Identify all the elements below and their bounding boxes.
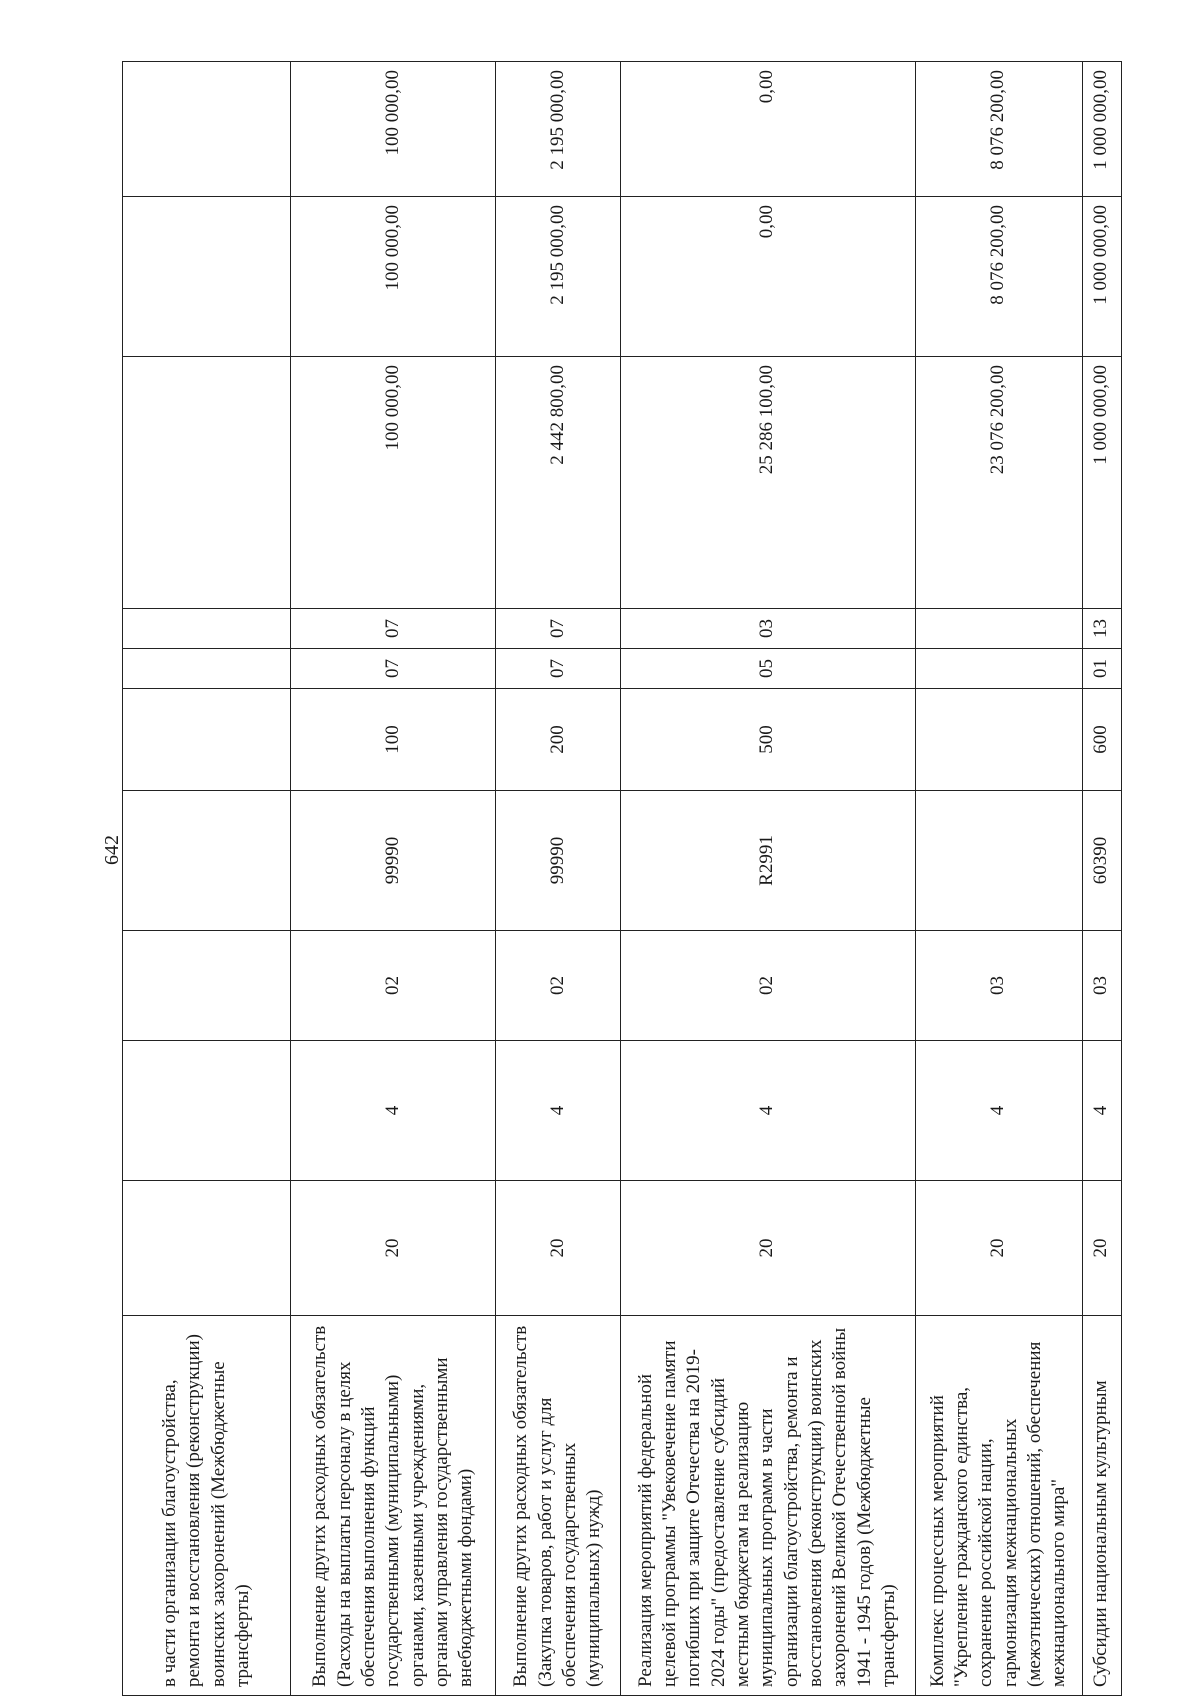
code-cell <box>915 609 1082 649</box>
table-row <box>291 62 496 1696</box>
code-cell: 4 <box>620 1041 915 1181</box>
code-cell: 07 <box>496 649 620 689</box>
code-cell: 500 <box>620 689 915 791</box>
code-cell: 99990 <box>291 791 496 931</box>
amount-cell: 23 076 200,00 <box>915 357 1082 609</box>
amount-cell: 25 286 100,00 <box>620 357 915 609</box>
code-cell: 20 <box>915 1181 1082 1316</box>
code-cell: R2991 <box>620 791 915 931</box>
table-row <box>123 62 291 1696</box>
code-cell: 02 <box>291 931 496 1041</box>
code-cell: 20 <box>291 1181 496 1316</box>
budget-table-wrapper <box>122 62 1122 1696</box>
amount-cell: 8 076 200,00 <box>915 62 1082 197</box>
code-cell <box>123 609 291 649</box>
budget-table <box>122 61 1122 1696</box>
code-cell: 07 <box>291 609 496 649</box>
amount-cell <box>123 197 291 357</box>
code-cell: 07 <box>291 649 496 689</box>
table-row <box>915 62 1082 1696</box>
code-cell: 03 <box>620 609 915 649</box>
code-cell: 05 <box>620 649 915 689</box>
code-cell: 03 <box>1082 931 1121 1041</box>
amount-cell <box>123 357 291 609</box>
table-row <box>620 62 915 1696</box>
row-description: Реализация мероприятий федеральной целевой программы "Увековечение памяти погибших при защите Отечества на 2019-2024 годы" (предоставление субсидий местным бюджетам на реализацию муниципальных программ в части организации благоустройства, ремонта и восстановления (реконструкции) воинских захоронений Великой Отечественной войны 1941 - 1945 годов) (Межбюджетные трансферты) <box>620 1316 915 1696</box>
amount-cell: 1 000 000,00 <box>1082 62 1121 197</box>
amount-cell: 2 195 000,00 <box>496 197 620 357</box>
code-cell <box>915 689 1082 791</box>
amount-cell: 8 076 200,00 <box>915 197 1082 357</box>
code-cell <box>123 649 291 689</box>
table-row <box>496 62 620 1696</box>
code-cell: 99990 <box>496 791 620 931</box>
code-cell: 600 <box>1082 689 1121 791</box>
code-cell <box>123 791 291 931</box>
code-cell: 200 <box>496 689 620 791</box>
code-cell: 03 <box>915 931 1082 1041</box>
page-number: 642 <box>101 835 123 865</box>
code-cell: 07 <box>496 609 620 649</box>
code-cell <box>123 1041 291 1181</box>
row-description: в части организации благоустройства, ремонта и восстановления (реконструкции) воинских захоронений (Межбюджетные трансферты) <box>123 1316 291 1696</box>
code-cell: 02 <box>496 931 620 1041</box>
amount-cell: 1 000 000,00 <box>1082 357 1121 609</box>
row-description: Выполнение других расходных обязательств (Расходы на выплаты персоналу в целях обеспечения выполнения функций государственными (муниципальными) органами, казенными учреждениями, органами управления государственными внебюджетными фондами) <box>291 1316 496 1696</box>
code-cell <box>915 649 1082 689</box>
code-cell: 01 <box>1082 649 1121 689</box>
amount-cell: 1 000 000,00 <box>1082 197 1121 357</box>
code-cell: 20 <box>496 1181 620 1316</box>
amount-cell: 100 000,00 <box>291 62 496 197</box>
code-cell: 4 <box>915 1041 1082 1181</box>
code-cell <box>915 791 1082 931</box>
amount-cell: 0,00 <box>620 197 915 357</box>
code-cell: 13 <box>1082 609 1121 649</box>
amount-cell: 2 195 000,00 <box>496 62 620 197</box>
code-cell: 4 <box>1082 1041 1121 1181</box>
code-cell: 100 <box>291 689 496 791</box>
code-cell: 4 <box>496 1041 620 1181</box>
row-description: Комплекс процессных мероприятий "Укрепление гражданского единства, сохранение российской нации, гармонизация межнациональных (межэтнических) отношений, обеспечения межнационального мира" <box>915 1316 1082 1696</box>
code-cell <box>123 689 291 791</box>
code-cell: 20 <box>1082 1181 1121 1316</box>
code-cell <box>123 931 291 1041</box>
row-description: Выполнение других расходных обязательств (Закупка товаров, работ и услуг для обеспечения государственных (муниципальных) нужд) <box>496 1316 620 1696</box>
code-cell: 20 <box>620 1181 915 1316</box>
code-cell: 4 <box>291 1041 496 1181</box>
amount-cell: 2 442 800,00 <box>496 357 620 609</box>
amount-cell: 100 000,00 <box>291 357 496 609</box>
table-row <box>1082 62 1121 1696</box>
amount-cell <box>123 62 291 197</box>
amount-cell: 0,00 <box>620 62 915 197</box>
code-cell: 02 <box>620 931 915 1041</box>
code-cell: 60390 <box>1082 791 1121 931</box>
amount-cell: 100 000,00 <box>291 197 496 357</box>
code-cell <box>123 1181 291 1316</box>
row-description: Субсидии национальным культурным <box>1082 1316 1121 1696</box>
